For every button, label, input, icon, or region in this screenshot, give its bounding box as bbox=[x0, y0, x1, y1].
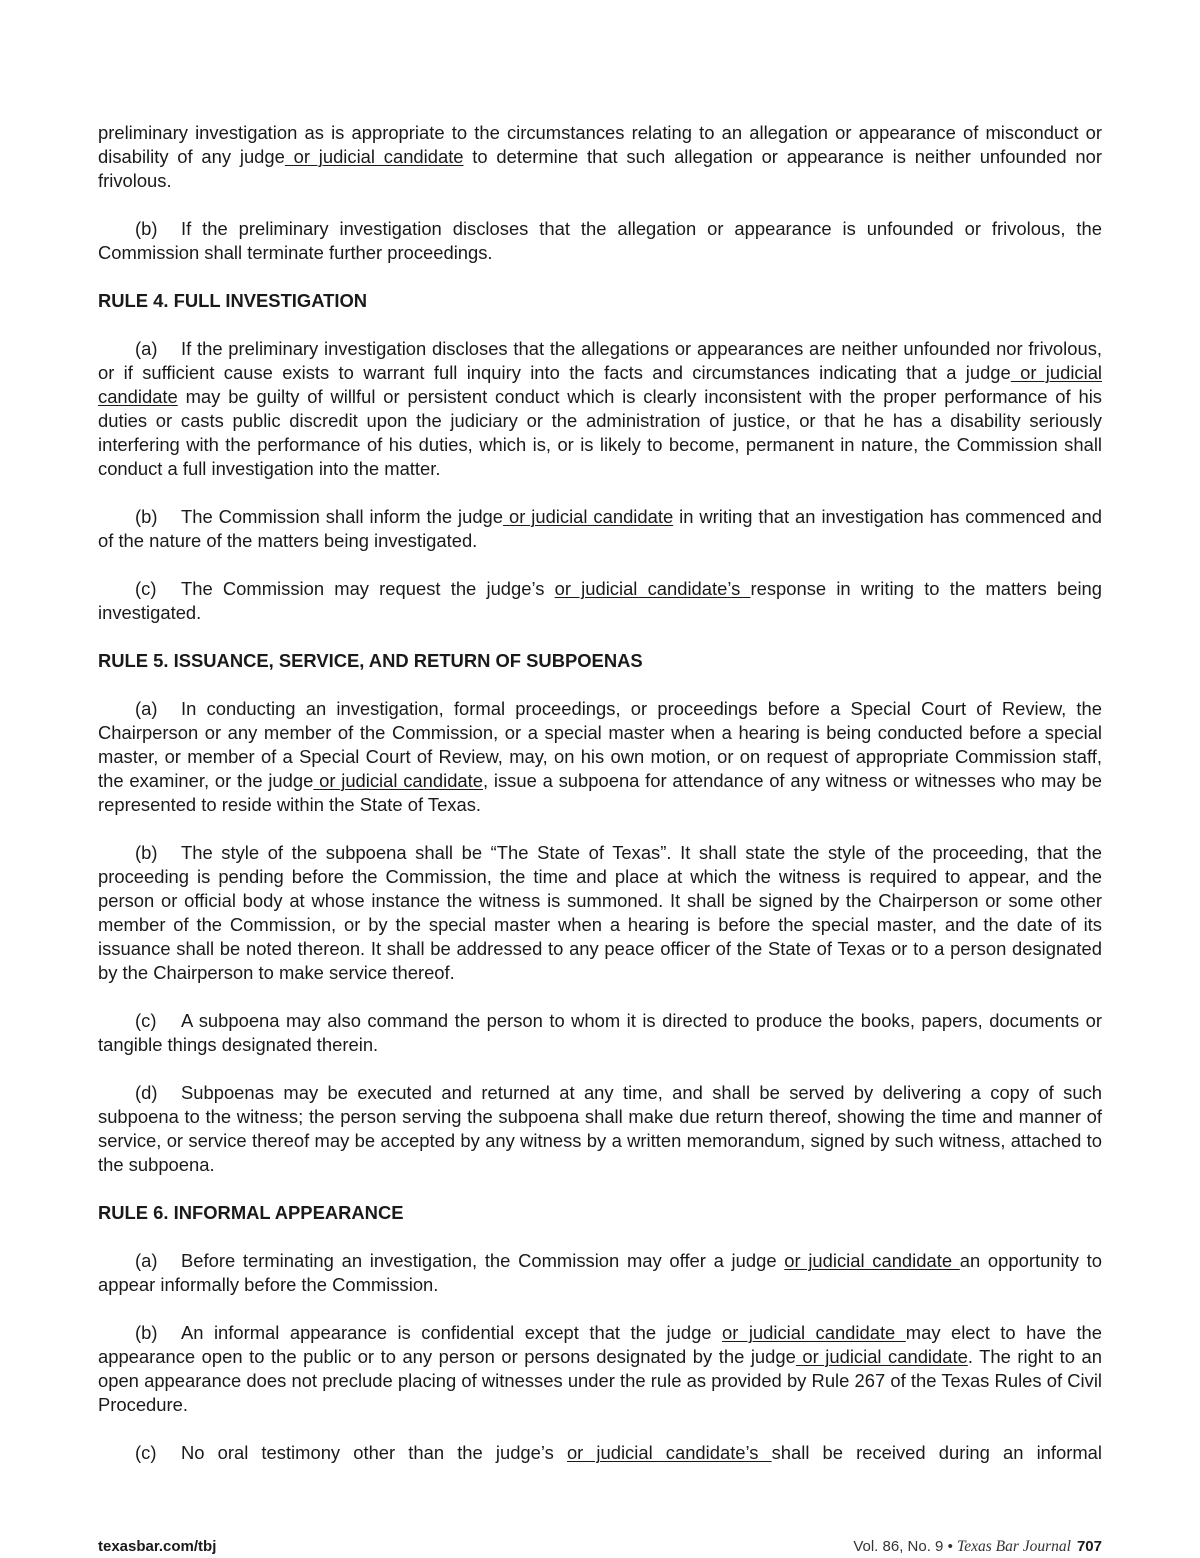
rule4-b-paragraph bbox=[98, 505, 1102, 553]
text-run: An informal appearance is confidential except that the judge bbox=[181, 1322, 723, 1343]
text-run: If the preliminary investigation discloses that the allegation or appearance is unfounded or frivolous, the Commission shall terminate further proceedings. bbox=[98, 218, 1102, 263]
text-run: in writing that an investigation has commenced and of the nature of the matters being investigated. bbox=[98, 506, 1102, 551]
rule3-b-paragraph bbox=[98, 217, 1102, 265]
text-run: preliminary investigation as is appropriate to the circumstances relating to an allegation or appearance of misconduct or disability of any judge bbox=[98, 122, 1102, 167]
text-run: The Commission shall inform the judge bbox=[181, 506, 504, 527]
paragraph-label: (b) bbox=[135, 842, 158, 863]
document-body bbox=[98, 121, 1102, 1489]
footer-site-link[interactable]: texasbar.com/tbj bbox=[98, 1538, 217, 1555]
text-run: No oral testimony other than the judge’s bbox=[181, 1442, 567, 1463]
amendment-underline: or judicial candidate bbox=[784, 1250, 960, 1271]
footer-volume: Vol. 86, No. 9 bbox=[853, 1538, 944, 1555]
footer-bullet: • bbox=[947, 1538, 953, 1555]
text-run: If the preliminary investigation discloses that the allegations or appearances are neither unfounded nor frivolous, or if sufficient cause exists to warrant full inquiry into the facts and circumstances indicating that a judge bbox=[98, 338, 1102, 383]
text-run: . The right to an open appearance does not preclude placing of witnesses under the rule as provided by Rule 267 of the Texas Rules of Civil Procedure. bbox=[98, 1346, 1102, 1415]
paragraph-label: (d) bbox=[135, 1082, 158, 1103]
text-run: an opportunity to appear informally before the Commission. bbox=[98, 1250, 1102, 1295]
paragraph-label: (c) bbox=[135, 1010, 157, 1031]
paragraph-label: (a) bbox=[135, 338, 158, 359]
amendment-underline: or judicial candidate’s bbox=[566, 1442, 772, 1463]
amendment-underline: or judicial candidate bbox=[313, 770, 483, 791]
paragraph-label: (c) bbox=[135, 578, 157, 599]
page-footer bbox=[98, 1536, 1102, 1558]
text-run: In conducting an investigation, formal proceedings, or proceedings before a Special Court of Review, the Chairperson or any member of the Commission, or a special master when a hearing is being conducted before a special master, or member of a Special Court of Review, may, on his own motion, or on request of appropriate Commission staff, the examiner, or the judge bbox=[98, 698, 1102, 791]
rule4-c-paragraph bbox=[98, 577, 1102, 625]
footer-journal-title: Texas Bar Journal bbox=[957, 1538, 1071, 1555]
amendment-underline: or judicial candidate bbox=[503, 506, 674, 527]
continuation-paragraph bbox=[98, 121, 1102, 193]
text-run: A subpoena may also command the person to whom it is directed to produce the books, papers, documents or tangible things designated therein. bbox=[98, 1010, 1102, 1055]
text-run: Before terminating an investigation, the Commission may offer a judge bbox=[181, 1250, 785, 1271]
paragraph-label: (b) bbox=[135, 1322, 158, 1343]
page-number: 707 bbox=[1076, 1538, 1102, 1555]
rule4-a-paragraph bbox=[98, 337, 1102, 481]
text-run: to determine that such allegation or appearance is neither unfounded nor frivolous. bbox=[98, 146, 1102, 191]
text-run: The Commission may request the judge’s bbox=[181, 578, 555, 599]
amendment-underline: or judicial candidate bbox=[98, 362, 1103, 407]
text-run: may elect to have the appearance open to the public or to any person or persons designated by the judge bbox=[98, 1322, 1103, 1367]
text-run: shall be received during an informal bbox=[771, 1442, 1102, 1463]
amendment-underline: or judicial candidate bbox=[795, 1346, 968, 1367]
paragraph-label: (b) bbox=[135, 506, 158, 527]
rule6-b-paragraph bbox=[98, 1321, 1102, 1417]
paragraph-label: (a) bbox=[135, 698, 158, 719]
rule6-heading: RULE 6. INFORMAL APPEARANCE bbox=[98, 1202, 404, 1223]
paragraph-label: (c) bbox=[135, 1442, 157, 1463]
amendment-underline: or judicial candidate’s bbox=[554, 578, 751, 599]
rule5-a-paragraph bbox=[98, 697, 1102, 817]
rule5-b-paragraph bbox=[98, 841, 1102, 985]
rule6-a-paragraph bbox=[98, 1249, 1102, 1297]
amendment-underline: or judicial candidate bbox=[722, 1322, 906, 1343]
rule4-heading: RULE 4. FULL INVESTIGATION bbox=[98, 290, 368, 311]
text-run: Subpoenas may be executed and returned at any time, and shall be served by delivering a copy of such subpoena to the witness; the person serving the subpoena shall make due return thereof, showing the time and manner of service, or service thereof may be accepted by any witness by a written memorandum, signed by such witness, attached to the subpoena. bbox=[98, 1082, 1102, 1175]
text-run: The style of the subpoena shall be “The State of Texas”. It shall state the style of the proceeding, that the proceeding is pending before the Commission, the time and place at which the witness is required to appear, and the person or official body at whose instance the witness is summoned. It shall be signed by the Chairperson or some other member of the Commission, or by the special master when a hearing is before the special master, and the date of its issuance shall be noted thereon. It shall be addressed to any peace officer of the State of Texas or to a person designated by the Chairperson to make service thereof. bbox=[98, 842, 1102, 983]
text-run: may be guilty of willful or persistent conduct which is clearly inconsistent with the proper performance of his duties or casts public discredit upon the judiciary or the administration of justice, or that he has a disability seriously interfering with the performance of his duties, which is, or is likely to become, permanent in nature, the Commission shall conduct a full investigation into the matter. bbox=[98, 386, 1102, 479]
rule5-c-paragraph bbox=[98, 1009, 1102, 1057]
rule5-d-paragraph bbox=[98, 1081, 1102, 1177]
footer-issue-info bbox=[853, 1536, 1102, 1558]
paragraph-label: (b) bbox=[135, 218, 158, 239]
amendment-underline: or judicial candidate bbox=[284, 146, 464, 167]
paragraph-label: (a) bbox=[135, 1250, 158, 1271]
rule5-heading: RULE 5. ISSUANCE, SERVICE, AND RETURN OF SUBPOENAS bbox=[98, 650, 643, 671]
text-run: response in writing to the matters being investigated. bbox=[98, 578, 1102, 623]
rule6-c-paragraph bbox=[98, 1441, 1102, 1465]
text-run: , issue a subpoena for attendance of any witness or witnesses who may be represented to reside within the State of Texas. bbox=[98, 770, 1102, 815]
